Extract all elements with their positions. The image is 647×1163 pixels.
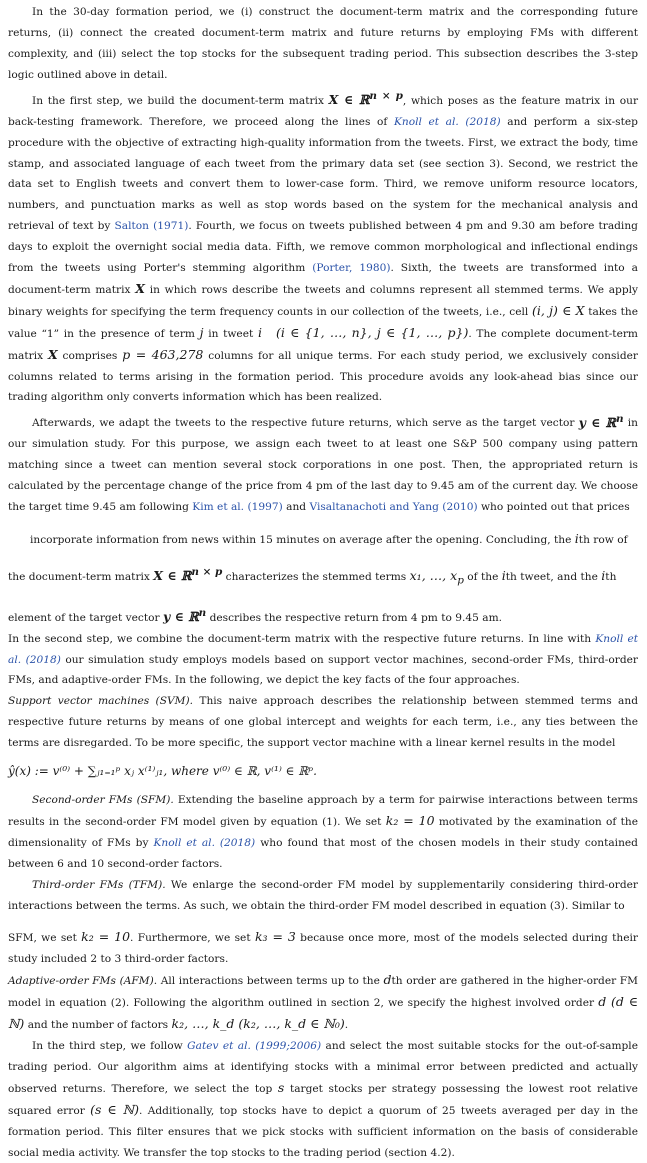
math-k3: k₃ = 3 (254, 929, 296, 945)
text: th row of (578, 534, 628, 547)
paragraph-sfm (8, 790, 638, 875)
math-X: X (47, 346, 58, 362)
text: , which poses as the feature matrix in our back-testing framework. Therefore, we proceed along the lines of (8, 94, 639, 128)
paragraph-svm (8, 691, 638, 754)
text: and select the most suitable stocks for the out-of-sample trading period. Our algorithm aims at identifying stocks with a minimal error between predicted and actually observed returns. Therefore, we select the top (8, 1040, 638, 1095)
text: incorporate information from news within 15 minutes on average after the opening. Concluding, the (30, 534, 572, 547)
text: in tweet (208, 327, 254, 340)
text: In the 30-day formation period, we (i) construct the document-term matrix and the corresponding future returns, (ii) connect the created document-term matrix and future returns by employing FMs with different complexity, and (iii) select the top stocks for the subsequent trading period. This subsection describes the 3-step logic outlined above in detail. (8, 6, 638, 81)
text: th order are gathered in the higher-order FM model in equation (2). Following the algorithm outlined in section 2, we specify the highest involved order (8, 975, 638, 1010)
math-d-natural: d (d ∈ ℕ) (8, 994, 638, 1032)
math-X-domain (328, 89, 403, 107)
text: In the third step, we follow (32, 1040, 183, 1052)
math-d: d (383, 972, 392, 988)
math-sup: n (198, 606, 207, 619)
math: x₁, …, x (409, 568, 458, 584)
math-i: i (601, 568, 606, 584)
math-factors: k₂, …, k_d (k₂, …, k_d ∈ ℕ₀) (171, 1016, 345, 1032)
math-k2: k₂ = 10 (385, 812, 435, 828)
math-i: i (501, 568, 506, 584)
math: X ∈ ℝ (328, 91, 370, 107)
math-i: i (574, 531, 579, 547)
text: SFM, we set (8, 932, 77, 945)
text: . Additionally, top stocks have to depict a quorum of 25 tweets averaged per day in the formation period. This filter ensures that we pick stocks with sufficient information on the basis of considerable social media activity. We transfer the top stocks to the trading period (section 4.2). (8, 1104, 638, 1159)
math-k2: k₂ = 10 (81, 929, 131, 945)
paragraph-formation-overview (8, 2, 638, 86)
math: y ∈ ℝ (578, 414, 616, 430)
paragraph-incorporate (8, 529, 638, 551)
text: . Sixth, the tweets are transformed into a document-term matrix (8, 262, 638, 296)
math-X-domain (153, 565, 223, 584)
text: All interactions between terms up to the (160, 975, 380, 988)
math-i: i (257, 324, 262, 340)
text: takes the value “1” in the presence of term (8, 305, 638, 340)
svm-model-formula (8, 760, 638, 782)
text: . The complete document-term matrix (8, 327, 638, 362)
math-y-domain (578, 412, 624, 430)
text: In the second step, we combine the document-term matrix with the respective future returns. In line with (8, 632, 592, 645)
paragraph-sfm-k (8, 927, 638, 970)
citation-knoll-2018[interactable]: Knoll et al. (2018) (153, 836, 256, 849)
text: motivated by the examination of the dimensionality of FMs by (8, 815, 638, 849)
paragraph-second-step (8, 629, 638, 692)
text: target stocks per strategy possessing the lowest root relative squared error (8, 1082, 638, 1117)
text: our simulation study employs models based on support vector machines, second-order FMs, third-order FMs, and adaptive-order FMs. In the following, we depict the key facts of the four approaches. (8, 653, 638, 687)
section-heading-sfm: Second-order FMs (SFM). (32, 794, 174, 807)
text: and the number of factors (27, 1019, 169, 1032)
paragraph-third-step (8, 1036, 638, 1163)
paragraph-target-element (8, 603, 638, 629)
section-heading-tfm: Third-order FMs (TFM). (32, 878, 166, 891)
paragraph-afm (8, 970, 638, 1036)
math: X ∈ ℝ (153, 568, 192, 584)
section-heading-svm: Support vector machines (SVM). (8, 695, 193, 708)
text: Extending the baseline approach by a term for pairwise interactions between terms results in the second-order FM model given by equation (1). We set (8, 794, 638, 828)
text: in which rows describe the tweets and columns represent all stemmed terms. We apply binary weights for specifying the term frequency counts in our collection of the tweets, i.e., cell (8, 283, 638, 318)
text: th (605, 571, 617, 584)
math-index-range: (i ∈ {1, …, n}, j ∈ {1, …, p}) (275, 324, 469, 340)
citation-porter-1980[interactable]: (Porter, 1980) (312, 262, 391, 275)
math-terms (409, 568, 464, 587)
text: comprises (62, 349, 118, 362)
text: and (286, 501, 307, 514)
math-j: j (199, 324, 204, 340)
math-X: X (135, 280, 145, 296)
text: This naive approach describes the relationship between stemmed terms and respective future returns by means of one global intercept and weights for each term, i.e., any ties between the terms are disregarded. To be more specific, the support vector machine with a linear kernel results in the model (8, 695, 638, 750)
math-s: s (277, 1079, 285, 1095)
formula-text: ŷ(x) := v⁽⁰⁾ + ∑ⱼ₁₌₁ᵖ xⱼ x⁽¹⁾ⱼ₁, where v⁽⁰⁾ ∈ ℝ, v⁽¹⁾ ∈ ℝᵖ. (8, 764, 317, 779)
text: and perform a six-step procedure with the objective of extracting high-quality information from the tweets. First, we extract the body, time stamp, and associated language of each tweet from the primary data set (see section 3). Second, we restrict the data set to English tweets and convert them to lower-case form. Third, we remove uniform resource locators, numbers, and punctuation marks as well as stop words based on the system for the mechanical analysis and retrieval of text by (8, 115, 638, 233)
paragraph-tfm (8, 875, 638, 917)
text: describes the respective return from 4 pm to 9.45 am. (209, 611, 503, 624)
text: in our simulation study. For this purpose, we assign each tweet to at least one S&P 500 company using pattern matching since a tweet can mention several stock corporations in one post. Then, the appropriated return is calculated by the percentage change of the price from 4 pm of the last day to 9.45 am of the current day. We choose the target time 9.45 am following (8, 417, 638, 514)
citation-knoll-2018[interactable]: Knoll et al. (2018) (393, 115, 501, 128)
text: We enlarge the second-order FM model by supplementarily considering third-order interactions between the terms. As such, we obtain the third-order FM model described in equation (3). Similar to (8, 878, 638, 912)
text: In the first step, we build the document-term matrix (32, 94, 324, 107)
paragraph-dtm-characterizes (8, 562, 638, 592)
math-cell: (i, j) ∈ X (532, 302, 585, 318)
text: . Fourth, we focus on tweets published between 4 pm and 9.30 am before trading days to exploit the overnight social media data. Fifth, we remove common morphological and inflectional endings from the tweets using Porter's stemming algorithm (8, 220, 638, 275)
citation-kim-1997[interactable] (192, 501, 282, 513)
math-p-count: p = 463,278 (122, 346, 204, 362)
text: who found that most of the chosen models in their study contained between 6 and 10 second-order factors. (8, 836, 638, 870)
math-sup: n (615, 412, 624, 425)
citation-visaltanachoti-yang-2010[interactable]: Visaltanachoti and Yang (2010) (309, 501, 478, 514)
citation-gatev-1999-2006[interactable]: Gatev et al. (1999;2006) (187, 1040, 322, 1052)
text: who pointed out that prices (480, 501, 630, 514)
text: the document-term matrix (8, 571, 150, 584)
math-sup: n × p (191, 565, 223, 578)
citation-salton-1971[interactable]: Salton (1971) (114, 220, 189, 233)
text: characterizes the stemmed terms (225, 571, 407, 584)
math: y ∈ ℝ (162, 608, 199, 624)
text: because once more, most of the models selected during their study included 2 to 3 third-order factors. (8, 932, 638, 966)
math-y-domain (162, 606, 207, 624)
section-heading-afm: Adaptive-order FMs (AFM). (8, 975, 158, 988)
text: Afterwards, we adapt the tweets to the respective future returns, which serve as the target vector (32, 417, 575, 430)
paragraph-target-vector (8, 408, 638, 518)
text: columns for all unique terms. For each study period, we exclusively consider columns related to terms arising in the formation period. This procedure avoids any look-ahead bias since our trading algorithm only converts information which has been realized. (8, 349, 638, 404)
text: element of the target vector (8, 611, 160, 624)
text: th tweet, and the (505, 571, 598, 584)
text: of the (467, 571, 499, 584)
citation-text: Kim et al. (1997) (192, 501, 283, 514)
math-sup: n × p (369, 89, 403, 102)
math-sub: p (457, 574, 464, 587)
text: . (344, 1019, 349, 1032)
math-s-natural: (s ∈ ℕ) (90, 1101, 139, 1117)
text: . Furthermore, we set (130, 932, 251, 945)
citation-knoll-2018[interactable]: Knoll et al. (2018) (8, 632, 638, 666)
paragraph-first-step (8, 86, 638, 409)
